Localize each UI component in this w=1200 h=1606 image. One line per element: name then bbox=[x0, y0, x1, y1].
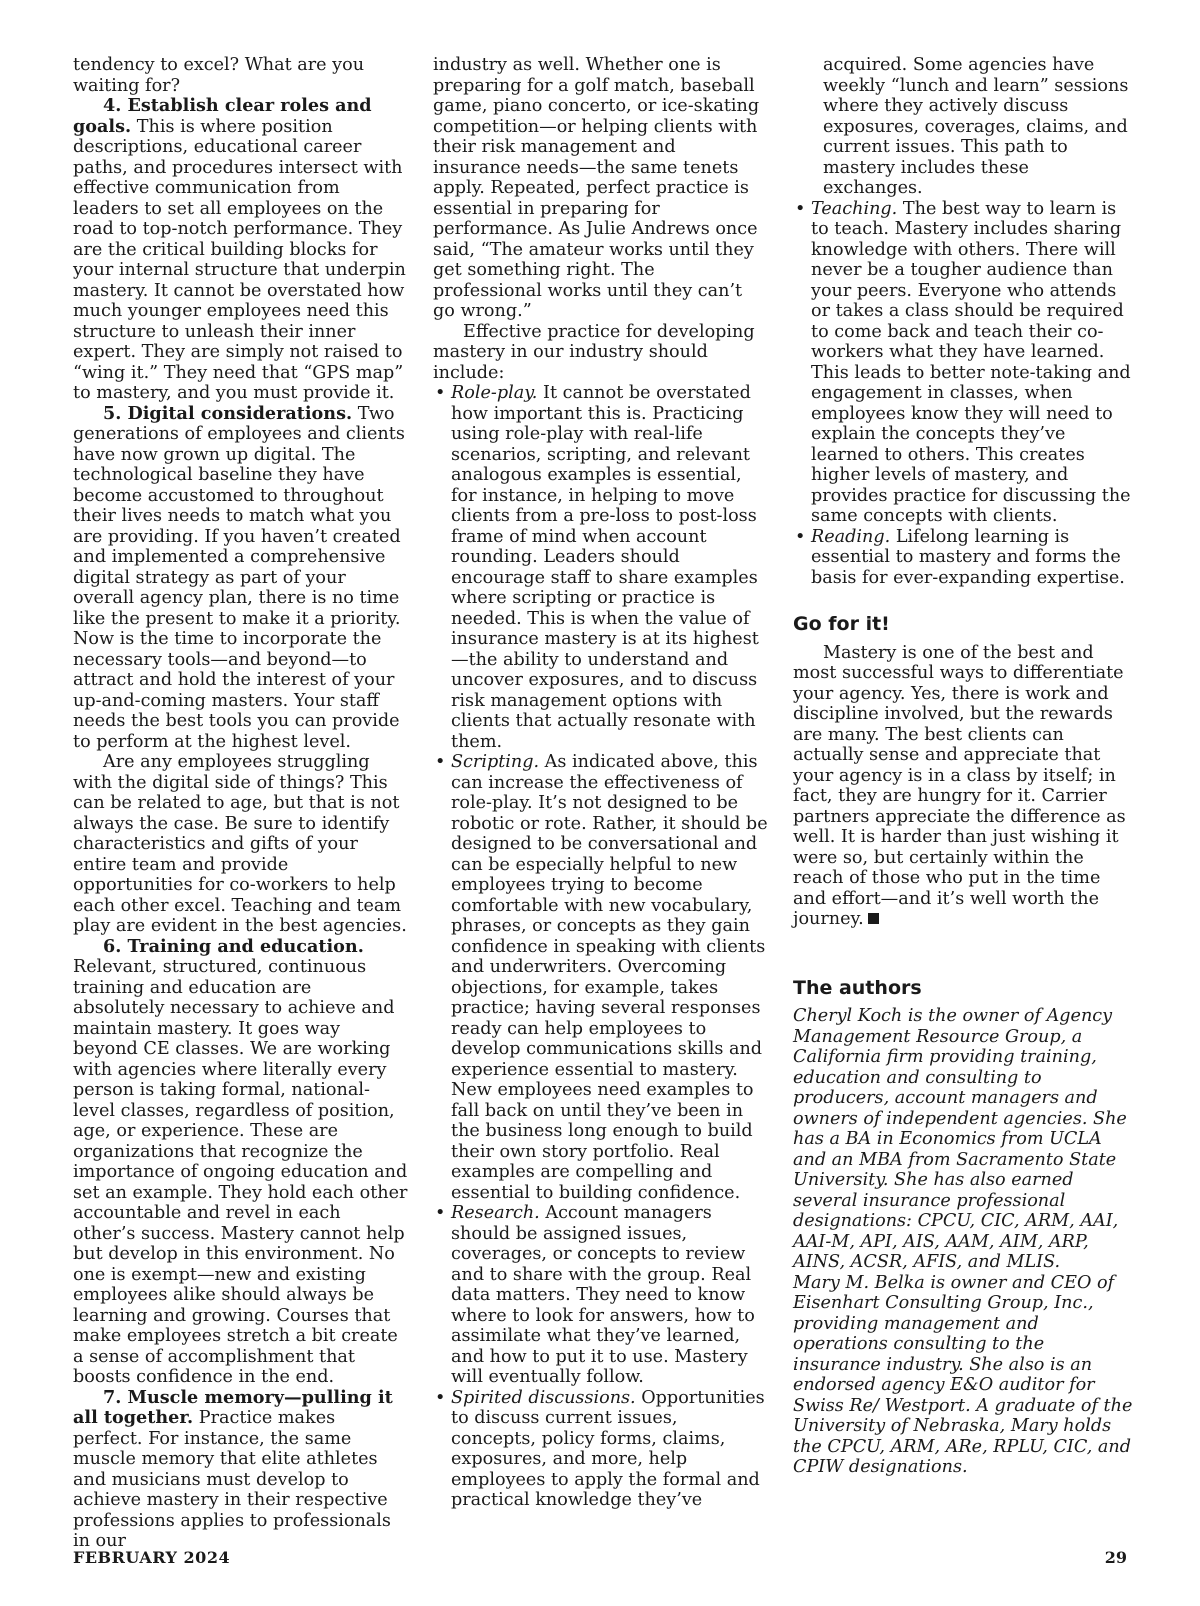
list-term: Research. bbox=[451, 1203, 540, 1223]
list-text: As indicated above, this can increase the effectiveness of role-play. It’s not designed to be robotic or rote. Rather, it should be designed to be conversational and can be especially helpful to new employees trying to become comfortable with new vocabulary, phrases, or concepts as they gain confidence in speaking with clients and underwriters. Overcoming objections, for example, takes practice; having several responses ready can help employees to develop communications skills and experience essential to mastery. New employees need examples to fall back on until they’ve been in the business long enough to build their own story portfolio. Real examples are compelling and essential to building confidence. bbox=[451, 752, 768, 1203]
paragraph-roles-goals bbox=[73, 96, 408, 404]
paragraph-body: This is where position descriptions, educational career paths, and procedures intersect with effective communication from leaders to set all employees on the road to top-notch performance. They are the critical building blocks for your internal structure that underpin mastery. It cannot be overstated how much younger employees need this structure to unleash their inner expert. They are simply not raised to “wing it.” They need that “GPS map” to mastery, and you must provide it. bbox=[73, 116, 406, 403]
list-text: It cannot be overstated how important this is. Practicing using role-play with real-life scenarios, scripting, and relevant analogous examples is essential, for instance, in helping to move clients from a pre-loss to post-loss frame of mind when account rounding. Leaders should encourage staff to share examples where scripting or practice is needed. This is when the value of insurance mastery is at its highest—the ability to understand and uncover exposures, and to discuss risk management options with clients that actually resonate with them. bbox=[451, 383, 759, 752]
page-number: 29 bbox=[1104, 1548, 1127, 1567]
list-term: Scripting. bbox=[451, 752, 540, 772]
list-text: Account managers should be assigned issues, coverages, or concepts to review and to share with the group. Real data matters. They need to know where to look for answers, how to assimilate what they’ve learned, and how to put it to use. Mastery will eventually follow. bbox=[451, 1203, 755, 1387]
paragraph-body: Two generations of employees and clients have now grown up digital. The technological baseline they have become accustomed to throughout their lives needs to match what you are providing. If you haven’t created and implemented a comprehensive digital strategy as part of your overall agency plan, there is no time like the present to make it a priority. Now is the time to incorporate the necessary tools—and beyond—to attract and hold the interest of your up-and-coming masters. Your staff needs the best tools you can provide to perform at the highest level. bbox=[73, 403, 405, 752]
practice-list bbox=[433, 383, 768, 1511]
list-text: Opportunities to discuss current issues, concepts, policy forms, claims, exposures, and more, help employees to apply the formal and practical knowledge they’ve bbox=[451, 1387, 765, 1510]
section-lead: 4. Establish clear roles and goals. bbox=[73, 95, 372, 137]
list-term: Spirited discussions. bbox=[451, 1387, 636, 1408]
list-term: Teaching. bbox=[811, 198, 898, 219]
list-text: The best way to learn is to teach. Mastery includes sharing knowledge with others. There will never be a tougher audience than your peers. Everyone who attends or takes a class should be required to come back and teach their co-workers what they have learned. This leads to better note-taking and engagement in classes, when employees know they will need to explain the concepts they’ve learned to others. This creates higher levels of mastery, and provides practice for discussing the same concepts with clients. bbox=[811, 198, 1131, 526]
paragraph: industry as well. Whether one is preparing for a golf match, baseball game, piano concerto, or ice-skating competition—or helping clients with their risk management and insurance needs—the same tenets apply. Repeated, perfect practice is essential in preparing for performance. As Julie Andrews once said, “The amateur works until they get something right. The professional works until they can’t go wrong.” bbox=[433, 55, 760, 321]
column-right bbox=[793, 55, 1133, 1478]
section-lead: 7. Muscle memory—pulling it all together. bbox=[73, 1386, 393, 1428]
end-mark-icon bbox=[868, 913, 879, 924]
column-left bbox=[73, 55, 408, 1552]
paragraph-body: Practice makes perfect. For instance, the same muscle memory that elite athletes and musicians must develop to achieve mastery in their respective professions applies to professionals in our bbox=[73, 1408, 391, 1551]
author-bio-belka: Mary M. Belka is owner and CEO of Eisenhart Consulting Group, Inc., providing management and operations consulting to the insurance industry. She also is an endorsed agency E&O auditor for Swiss Re/ Westport. A graduate of the University of Nebraska, Mary holds the CPCU, ARM, ARe, RPLU, CIC, and CPIW designations. bbox=[793, 1272, 1133, 1477]
paragraph-body: Relevant, structured, continuous training and education are absolutely necessary to achieve and maintain mastery. It goes way beyond CE classes. We are working with agencies where literally every person is taking formal, national-level classes, regardless of position, age, or experience. These are organizations that recognize the importance of ongoing education and set an example. They hold each other accountable and revel in each other’s success. Mastery cannot help but develop in this environment. No one is exempt—new and existing employees alike should always be learning and growing. Courses that make employees stretch a bit create a sense of accomplishment that boosts confidence in the end. bbox=[73, 957, 408, 1387]
issue-date: FEBRUARY 2024 bbox=[73, 1548, 231, 1567]
list-item bbox=[433, 383, 768, 752]
section-heading-authors: The authors bbox=[793, 976, 922, 999]
list-item bbox=[793, 527, 1133, 589]
paragraph: Are any employees struggling with the digital side of things? This can be related to age, but that is not always the case. Be sure to identify characteristics and gifts of your entire team and provide opportunities for co-workers to help each other excel. Teaching and team play are evident in the best agencies. bbox=[73, 752, 407, 936]
paragraph-digital bbox=[73, 404, 408, 753]
list-term: Reading. bbox=[811, 526, 891, 547]
paragraph-training bbox=[73, 937, 408, 1388]
list-item bbox=[433, 752, 768, 1203]
list-item bbox=[433, 1388, 768, 1511]
paragraph: acquired. Some agencies have weekly “lunch and learn” sessions where they actively discuss exposures, coverages, claims, and current issues. This path to mastery includes these exchanges. bbox=[823, 55, 1129, 198]
paragraph-body: Mastery is one of the best and most successful ways to differentiate your agency. Yes, there is work and discipline involved, but the rewards are many. The best clients can actually sense and appreciate that your agency is in a class by itself; in fact, they are hungry for it. Carrier partners appreciate the difference as well. It is harder than just wishing it were so, but certainly within the reach of those who put in the time and effort—and it’s well worth the journey. bbox=[793, 642, 1126, 929]
paragraph: Effective practice for developing mastery in our industry should include: bbox=[433, 321, 755, 383]
paragraph: tendency to excel? What are you waiting for? bbox=[73, 55, 365, 96]
list-text: Lifelong learning is essential to mastery and forms the basis for ever-expanding expertise. bbox=[811, 526, 1125, 588]
paragraph-conclusion bbox=[793, 643, 1133, 930]
section-lead: 6. Training and education. bbox=[103, 935, 364, 957]
list-item bbox=[433, 1203, 768, 1388]
column-middle bbox=[433, 55, 768, 1511]
author-bio-koch: Cheryl Koch is the owner of Agency Management Resource Group, a California firm providing training, education and consulting to producers, account managers and owners of independent agencies. She has a BA in Economics from UCLA and an MBA from Sacramento State University. She has also earned several insurance professional designations: CPCU, CIC, ARM, AAI, AAI-M, API, AIS, AAM, AIM, ARP, AINS, ACSR, AFIS, and MLIS. bbox=[793, 1006, 1127, 1272]
list-term: Role-play. bbox=[451, 383, 538, 403]
list-item bbox=[793, 199, 1133, 527]
paragraph-muscle-memory bbox=[73, 1388, 408, 1552]
section-heading-go-for-it: Go for it! bbox=[793, 613, 890, 635]
practice-list-continued bbox=[793, 199, 1133, 589]
section-lead: 5. Digital considerations. bbox=[103, 402, 353, 424]
